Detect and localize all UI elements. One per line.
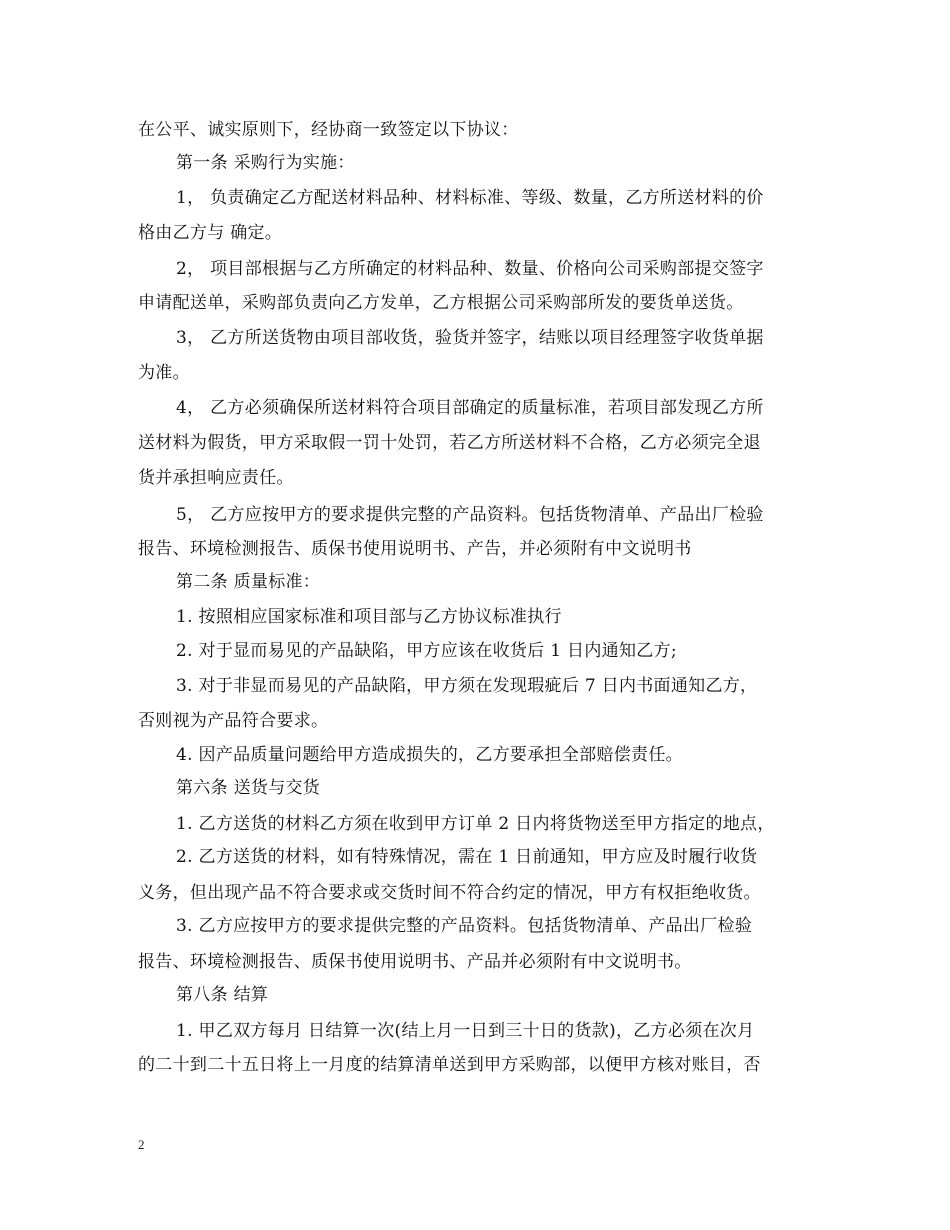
section-heading: 第八条 结算 [176, 985, 269, 1005]
text-line: 义务，但出现产品不符合要求或交货时间不符合约定的情况，甲方有权拒绝收货。 [138, 883, 761, 903]
text-line: 的二十到二十五日将上一月度的结算清单送到甲方采购部，以便甲方核对账目，否 [138, 1055, 761, 1075]
text-line: 货并承担响应责任。 [138, 468, 294, 488]
text-line: 4， 乙方必须确保所送材料符合项目部确定的质量标准，若项目部发现乙方所 [176, 398, 764, 418]
text-line: 送材料为假货，甲方采取假一罚十处罚，若乙方所送材料不合格，乙方必须完全退 [138, 433, 761, 453]
text-line: 报告、环境检测报告、质保书使用说明书、产告，并必须附有中文说明书 [138, 539, 692, 559]
text-line: 1. 甲乙双方每月 日结算一次(结上月一日到三十日的货款)，乙方必须在次月 [176, 1021, 755, 1041]
text-line: 3. 对于非显而易见的产品缺陷，甲方须在发现瑕疵后 7 日内书面通知乙方， [176, 676, 758, 696]
text-line: 在公平、诚实原则下，经协商一致签定以下协议： [138, 120, 519, 140]
text-line: 2， 项目部根据与乙方所确定的材料品种、数量、价格向公司采购部提交签字 [176, 259, 764, 279]
text-line: 4. 因产品质量问题给甲方造成损失的，乙方要承担全部赔偿责任。 [176, 745, 683, 765]
text-line: 1， 负责确定乙方配送材料品种、材料标准、等级、数量，乙方所送材料的价 [176, 188, 764, 208]
section-heading: 第六条 送货与交货 [176, 778, 321, 798]
text-line: 5， 乙方应按甲方的要求提供完整的产品资料。包括货物清单、产品出厂检验 [176, 505, 764, 525]
text-line: 2. 乙方送货的材料，如有特殊情况，需在 1 日前通知，甲方应及时履行收货 [176, 847, 758, 867]
section-heading: 第一条 采购行为实施： [176, 153, 355, 173]
text-line: 1. 乙方送货的材料乙方须在收到甲方订单 2 日内将货物送至甲方指定的地点， [176, 814, 775, 834]
text-line: 否则视为产品符合要求。 [138, 711, 329, 731]
page-number: 2 [138, 1137, 145, 1152]
text-line: 2. 对于显而易见的产品缺陷，甲方应该在收货后 1 日内通知乙方; [176, 641, 677, 661]
text-line: 为准。 [138, 363, 190, 383]
section-heading: 第二条 质量标准： [176, 572, 321, 592]
text-line: 报告、环境检测报告、质保书使用说明书、产品并必须附有中文说明书。 [138, 952, 692, 972]
text-line: 1. 按照相应国家标准和项目部与乙方协议标准执行 [176, 607, 562, 627]
text-line: 申请配送单，采购部负责向乙方发单，乙方根据公司采购部所发的要货单送货。 [138, 293, 744, 313]
text-line: 格由乙方与 确定。 [138, 223, 283, 243]
text-line: 3， 乙方所送货物由项目部收货，验货并签字，结账以项目经理签字收货单据 [176, 328, 764, 348]
text-line: 3. 乙方应按甲方的要求提供完整的产品资料。包括货物清单、产品出厂检验 [176, 916, 753, 936]
